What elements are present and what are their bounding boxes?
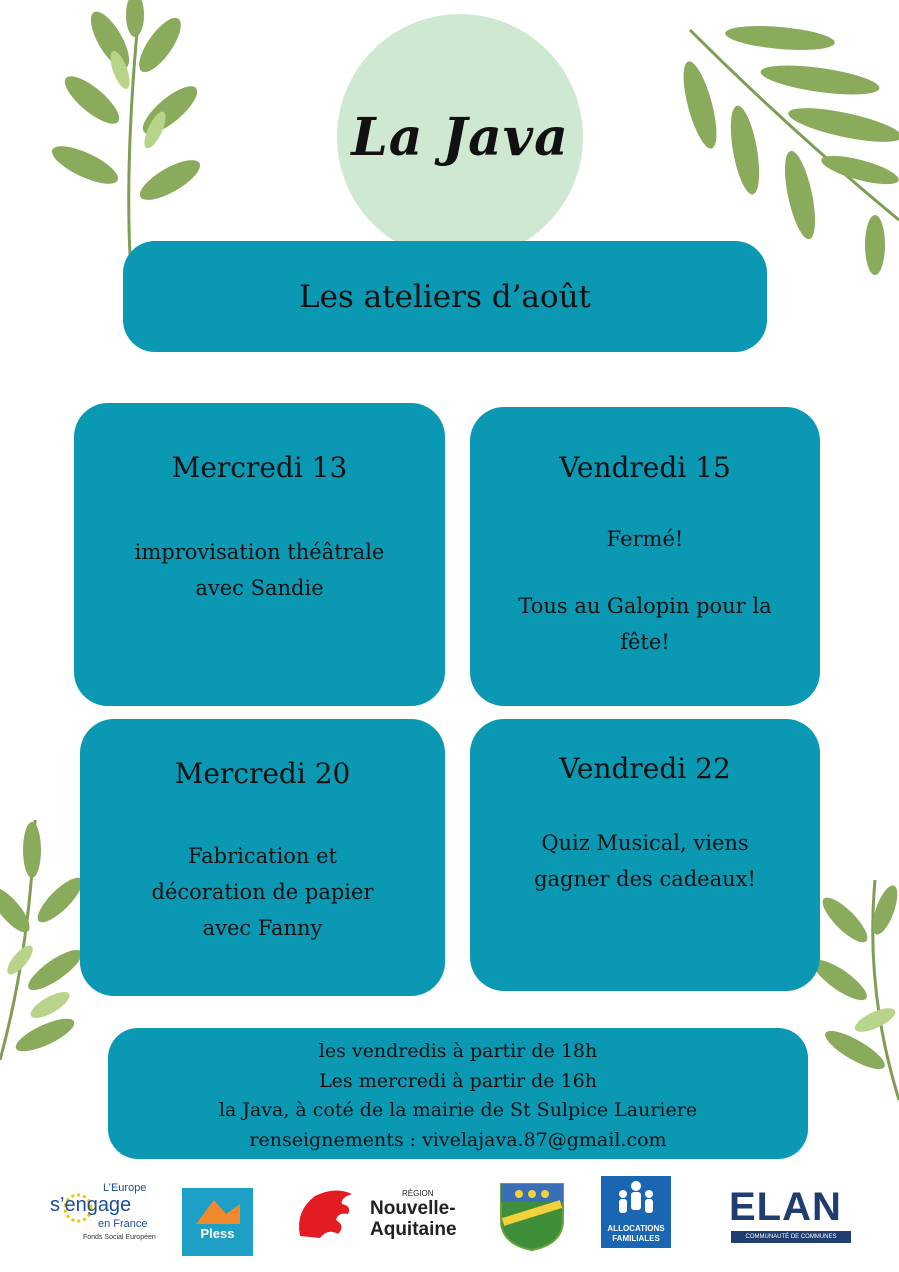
card-day: Mercredi 20 xyxy=(174,757,351,790)
logo-europe-line2: s’engage xyxy=(50,1194,132,1216)
logo-nouvelle-aquitaine xyxy=(290,1184,470,1244)
family-figures-icon xyxy=(613,1180,659,1220)
card-description xyxy=(94,534,425,606)
card-line-spacer xyxy=(490,557,800,588)
card-line: fête! xyxy=(620,630,670,654)
page-title: La Java xyxy=(351,106,569,168)
card-line: Tous au Galopin pour la xyxy=(518,594,772,618)
subtitle-banner xyxy=(123,241,767,352)
lion-icon xyxy=(290,1186,360,1244)
card-mercredi-20 xyxy=(80,719,445,996)
logo-pless xyxy=(182,1188,253,1256)
card-description xyxy=(100,838,425,946)
logo-europe-line1: L’Europe xyxy=(103,1182,147,1194)
card-vendredi-15 xyxy=(470,407,820,706)
card-vendredi-22 xyxy=(470,719,820,991)
info-line-wednesdays: Les mercredi à partir de 16h xyxy=(319,1069,597,1092)
logo-commune-crest xyxy=(499,1182,565,1252)
card-line: Fermé! xyxy=(606,527,684,551)
coat-of-arms-icon xyxy=(499,1182,565,1252)
info-line-location: la Java, à coté de la mairie de St Sulpice Lauriere xyxy=(218,1099,698,1121)
logo-region-small: RÉGION xyxy=(402,1189,434,1198)
card-line: improvisation théâtrale xyxy=(134,540,385,564)
card-description xyxy=(490,825,800,897)
logo-elan-name: ELAN xyxy=(729,1185,842,1229)
card-mercredi-13 xyxy=(74,403,445,706)
card-line: Fabrication et xyxy=(187,844,337,868)
logo-region-line1: Nouvelle- xyxy=(370,1198,456,1219)
leaf-branch-bottom-left-icon xyxy=(0,820,90,1070)
leaf-branch-bottom-right-icon xyxy=(815,880,899,1110)
logo-caf-line1: ALLOCATIONS xyxy=(607,1224,665,1233)
card-line: gagner des cadeaux! xyxy=(534,867,756,891)
logo-europe xyxy=(48,1182,158,1246)
card-day: Vendredi 22 xyxy=(559,752,731,785)
card-line: Quiz Musical, viens xyxy=(541,831,749,855)
logo-pless-name: Pless xyxy=(200,1226,235,1241)
logo-region-line2: Aquitaine xyxy=(370,1219,457,1240)
card-day: Mercredi 13 xyxy=(171,451,348,484)
info-line-contact: renseignements : vivelajava.87@gmail.com xyxy=(249,1128,667,1151)
title-circle xyxy=(337,14,583,260)
subtitle: Les ateliers d’août xyxy=(298,278,591,315)
logo-europe-line3: en France xyxy=(98,1218,148,1230)
card-description xyxy=(490,521,800,660)
card-day: Vendredi 15 xyxy=(559,451,731,484)
logo-elan-sub: COMMUNAUTÉ DE COMMUNES xyxy=(731,1231,851,1243)
leaf-branch-top-right-icon xyxy=(640,10,899,280)
logo-elan xyxy=(729,1185,853,1245)
card-line: avec Fanny xyxy=(202,916,323,940)
pless-shape-icon xyxy=(196,1200,240,1224)
info-line-fridays: les vendredis à partir de 18h xyxy=(318,1040,598,1062)
info-panel xyxy=(108,1028,808,1159)
logo-caf-line2: FAMILIALES xyxy=(612,1234,660,1243)
card-line: décoration de papier xyxy=(151,880,374,904)
card-line: avec Sandie xyxy=(195,576,324,600)
logo-allocations-familiales xyxy=(601,1176,671,1248)
logo-europe-line4: Fonds Social Européen xyxy=(83,1234,156,1241)
leaf-branch-top-left-icon xyxy=(30,0,200,260)
